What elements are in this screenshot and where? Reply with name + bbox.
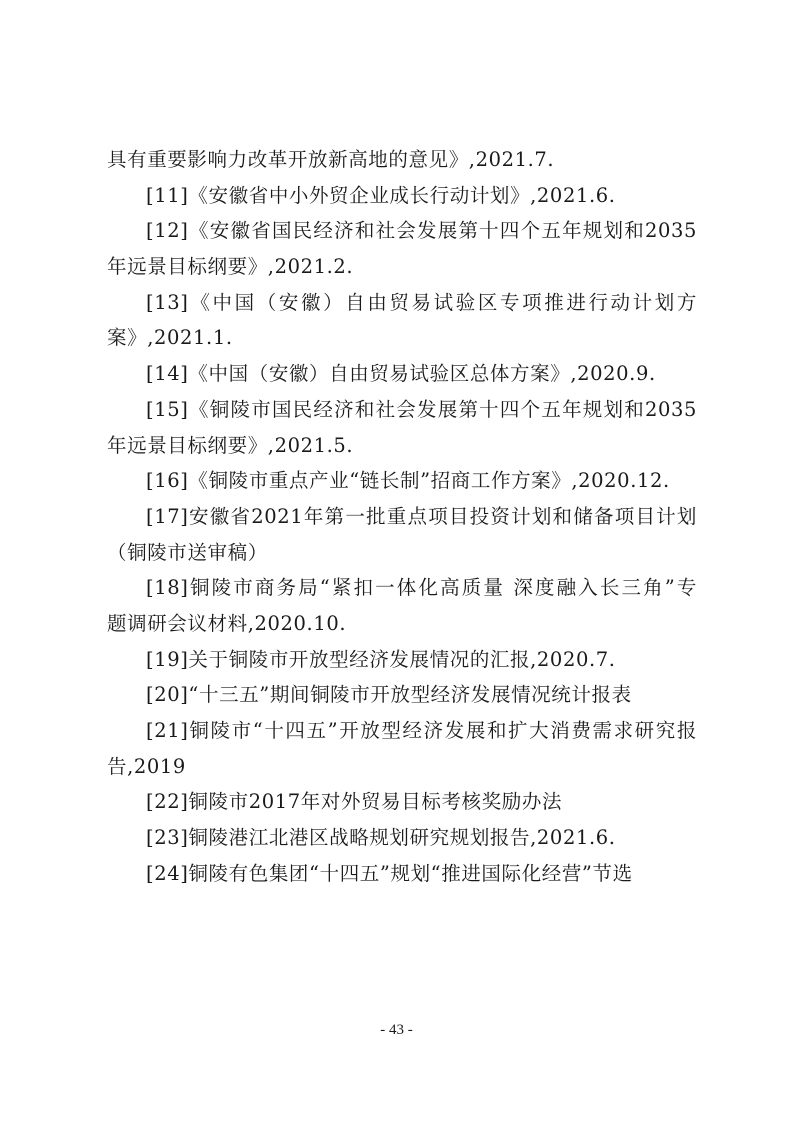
reference-line-continuation: 具有重要影响力改革开放新高地的意见》,2021.7. bbox=[107, 148, 555, 171]
reference-item-24: [24]铜陵有色集团“十四五”规划“推进国际化经营”节选 bbox=[146, 861, 633, 885]
reference-item-14: [14]《中国（安徽）自由贸易试验区总体方案》,2020.9. bbox=[146, 362, 656, 386]
reference-item-21: [21]铜陵市“十四五”开放型经济发展和扩大消费需求研究报 bbox=[146, 719, 697, 742]
reference-item-13-continuation: 案》,2021.1. bbox=[107, 326, 233, 350]
reference-item-20: [20]“十三五”期间铜陵市开放型经济发展情况统计报表 bbox=[146, 683, 632, 707]
reference-item-15-continuation: 年远景目标纲要》,2021.5. bbox=[107, 433, 354, 457]
reference-item-17-continuation: （铜陵市送审稿） bbox=[107, 540, 268, 564]
reference-item-11: [11]《安徽省中小外贸企业成长行动计划》,2021.6. bbox=[146, 183, 616, 207]
reference-item-18: [18]铜陵市商务局“紧扣一体化高质量 深度融入长三角”专 bbox=[146, 576, 697, 600]
reference-item-19: [19]关于铜陵市开放型经济发展情况的汇报,2020.7. bbox=[146, 647, 616, 671]
reference-item-23: [23]铜陵港江北港区战略规划研究规划报告,2021.6. bbox=[146, 826, 616, 850]
reference-item-15: [15]《铜陵市国民经济和社会发展第十四个五年规划和2035 bbox=[146, 397, 697, 421]
page-number: - 43 - bbox=[380, 1022, 413, 1038]
reference-item-22: [22]铜陵市2017年对外贸易目标考核奖励办法 bbox=[146, 790, 563, 814]
reference-item-17: [17]安徽省2021年第一批重点项目投资计划和储备项目计划 bbox=[146, 504, 697, 528]
reference-item-12-continuation: 年远景目标纲要》,2021.2. bbox=[107, 255, 354, 279]
reference-item-12: [12]《安徽省国民经济和社会发展第十四个五年规划和2035 bbox=[146, 219, 697, 243]
reference-item-13: [13]《中国（安徽）自由贸易试验区专项推进行动计划方 bbox=[146, 290, 697, 314]
reference-item-18-continuation: 题调研会议材料,2020.10. bbox=[107, 611, 347, 635]
reference-list bbox=[107, 142, 697, 891]
reference-item-21-continuation: 告,2019 bbox=[107, 754, 186, 778]
reference-item-16: [16]《铜陵市重点产业“链长制”招商工作方案》,2020.12. bbox=[146, 469, 670, 493]
